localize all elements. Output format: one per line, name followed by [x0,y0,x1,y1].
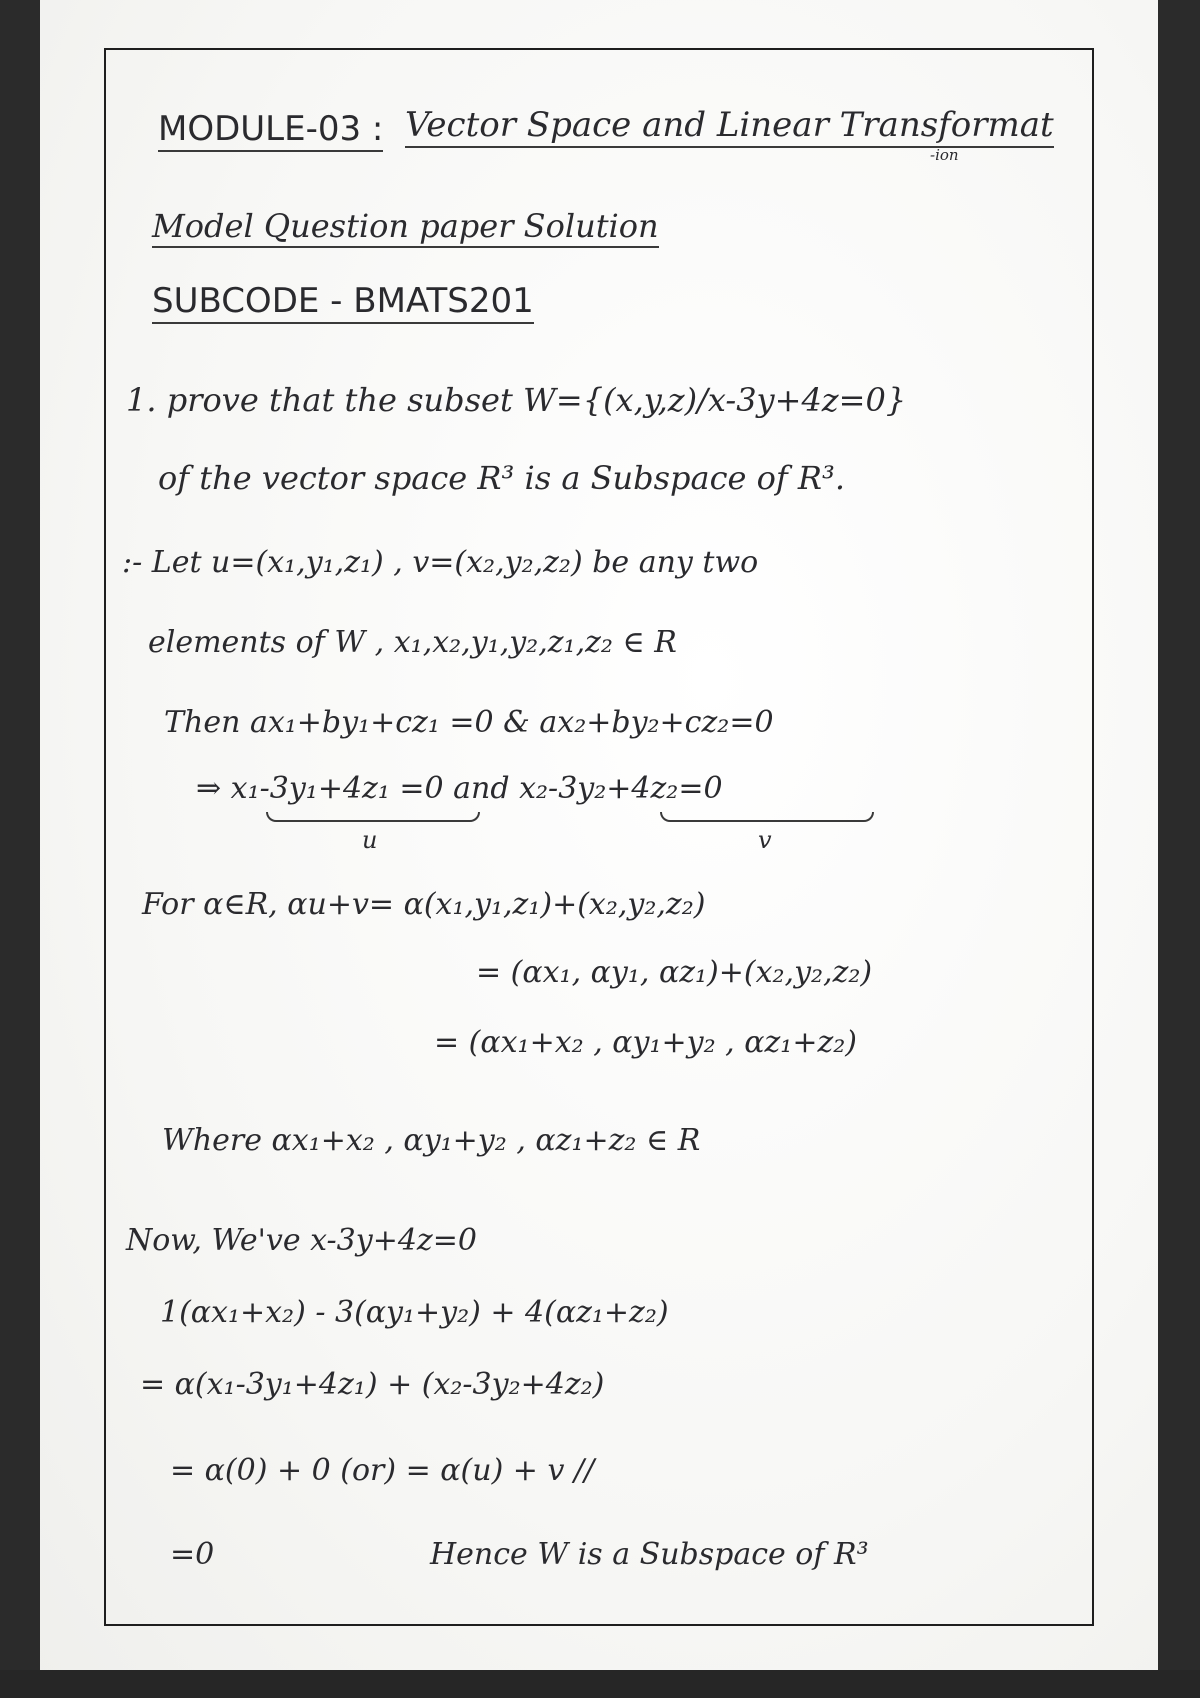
solution-line-12: = α(0) + 0 (or) = α(u) + v // [170,1453,595,1488]
notebook-page [40,0,1158,1698]
solution-line-9: Now, We've x-3y+4z=0 [126,1223,477,1258]
solution-line-8: Where αx₁+x₂ , αy₁+y₂ , αz₁+z₂ ∈ R [162,1123,701,1158]
solution-line-13: =0 [170,1537,215,1572]
solution-line-10: 1(αx₁+x₂) - 3(αy₁+y₂) + 4(αz₁+z₂) [160,1295,669,1330]
bottom-edge [0,1670,1200,1698]
solution-line-7: = (αx₁+x₂ , αy₁+y₂ , αz₁+z₂) [434,1025,857,1060]
page-subtitle: Model Question paper Solution [152,210,659,248]
solution-line-6: = (αx₁, αy₁, αz₁)+(x₂,y₂,z₂) [476,955,873,990]
module-title-tail: -ion [930,146,959,164]
solution-line-11: = α(x₁-3y₁+4z₁) + (x₂-3y₂+4z₂) [140,1367,605,1402]
solution-line-4: ⇒ x₁-3y₁+4z₁ =0 and x₂-3y₂+4z₂=0 [196,771,723,806]
subject-code: SUBCODE - BMATS201 [152,284,534,324]
module-title: Vector Space and Linear Transformat [405,108,1054,148]
question-line-2: of the vector space R³ is a Subspace of R³. [158,459,845,497]
brace-u [266,812,480,822]
question-line-1: 1. prove that the subset W={(x,y,z)/x-3y+4z=0} [126,381,907,419]
brace-u-label: u [362,826,378,854]
solution-line-5: For α∈R, αu+v= α(x₁,y₁,z₁)+(x₂,y₂,z₂) [142,887,706,922]
solution-line-3: Then ax₁+by₁+cz₁ =0 & ax₂+by₂+cz₂=0 [164,705,774,740]
brace-v [660,812,874,822]
solution-line-1: :- Let u=(x₁,y₁,z₁) , v=(x₂,y₂,z₂) be any two [122,545,759,580]
module-label: MODULE-03 : [158,112,383,152]
brace-v-label: v [758,826,772,854]
solution-line-2: elements of W , x₁,x₂,y₁,y₂,z₁,z₂ ∈ R [148,625,677,660]
conclusion: Hence W is a Subspace of R³ [430,1537,869,1572]
